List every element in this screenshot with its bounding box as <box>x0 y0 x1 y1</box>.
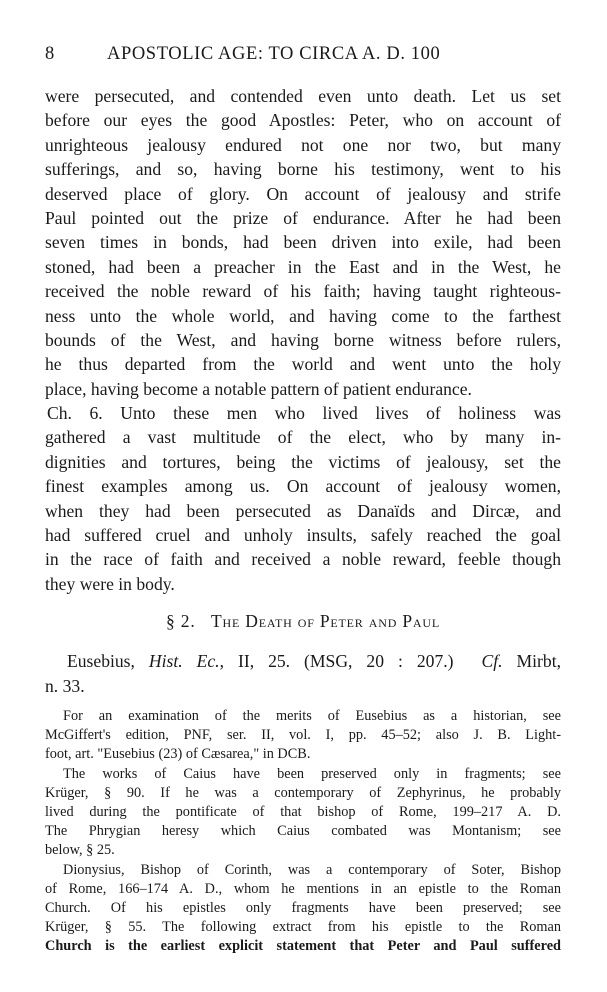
text-line: had suffered cruel and unholy insults, safely reached the goal <box>45 525 561 546</box>
text-line: Ch. 6. Unto these men who lived lives of holiness was <box>47 403 561 424</box>
text-line: they were in body. <box>45 573 175 594</box>
citation-ref: , II, 25. (MSG, 20 : 207.) <box>219 651 454 671</box>
note-line: Church is the earliest explicit statement that Peter and Paul suffered <box>45 938 561 955</box>
text-line: before our eyes the good Apostles: Peter, who on account of <box>45 110 561 131</box>
text-line: sufferings, and so, having borne his testimony, went to his <box>45 159 561 180</box>
note-line: Krüger, § 90. If he was a contemporary of Zephyrinus, he probably <box>45 784 561 801</box>
running-header <box>45 44 561 65</box>
section-title: The Death of Peter and Paul <box>211 611 440 631</box>
note-line: lived during the pontificate of that bishop of Rome, 199–217 A. D. <box>45 803 561 820</box>
citation-work: Hist. Ec. <box>148 651 220 671</box>
text-line: ness unto the whole world, and having come to the farthest <box>45 305 561 326</box>
text-line: were persecuted, and contended even unto death. Let us set <box>45 86 561 106</box>
running-title: APOSTOLIC AGE: TO CIRCA A. D. 100 <box>107 44 441 64</box>
footnotes <box>45 707 561 956</box>
note-line: The Phrygian heresy which Caius combated was Montanism; see <box>45 823 561 840</box>
text-line: Paul pointed out the prize of endurance. After he had been <box>45 207 561 228</box>
text-line: dignities and tortures, being the victims of jealousy, set the <box>45 451 561 472</box>
note-line: below, § 25. <box>45 842 115 859</box>
note-line: For an examination of the merits of Eusebius as a historian, see <box>63 708 561 724</box>
text-line: gathered a vast multitude of the elect, who by many in- <box>45 427 561 448</box>
note-line: McGiffert's edition, PNF, ser. II, vol. I, pp. 45–52; also J. B. Light- <box>45 727 561 744</box>
source-citation <box>45 649 561 699</box>
section-heading <box>45 611 561 632</box>
note-line: Church. Of his epistles only fragments have been preserved; see <box>45 899 561 916</box>
citation-line <box>45 649 561 674</box>
text-line: stoned, had been a preacher in the East and in the West, he <box>45 256 561 277</box>
citation-line: n. 33. <box>45 676 85 696</box>
body-text <box>45 84 561 596</box>
citation-cf-ref: Mirbt, <box>516 651 561 671</box>
note-line: of Rome, 166–174 A. D., whom he mentions in an epistle to the Roman <box>45 880 561 897</box>
note-line: foot, art. "Eusebius (23) of Cæsarea," in DCB. <box>45 746 311 763</box>
text-line: he thus departed from the world and went unto the holy <box>45 354 561 375</box>
citation-author: Eusebius, <box>67 651 135 671</box>
text-line: place, having become a notable pattern of patient endurance. <box>45 378 472 399</box>
text-line: finest examples among us. On account of jealousy women, <box>45 476 561 497</box>
text-line: seven times in bonds, had been driven into exile, had been <box>45 232 561 253</box>
text-line: received the noble reward of his faith; having taught righteous- <box>45 281 561 302</box>
section-number: § 2. <box>166 611 196 631</box>
text-line: in the race of faith and received a noble reward, feeble though <box>45 549 561 570</box>
note-line: Krüger, § 55. The following extract from his epistle to the Roman <box>45 919 561 936</box>
citation-cf: Cf. <box>481 651 503 671</box>
page-number: 8 <box>45 44 55 64</box>
text-line: bounds of the West, and having borne witness before rulers, <box>45 329 561 350</box>
note-line: The works of Caius have been preserved only in fragments; see <box>63 765 561 782</box>
text-line: when they had been persecuted as Danaïds and Dircæ, and <box>45 500 561 521</box>
note-line: Dionysius, Bishop of Corinth, was a contemporary of Soter, Bishop <box>63 861 561 878</box>
text-line: unrighteous jealousy endured not one nor two, but many <box>45 134 561 155</box>
text-line: deserved place of glory. On account of jealousy and strife <box>45 183 561 204</box>
